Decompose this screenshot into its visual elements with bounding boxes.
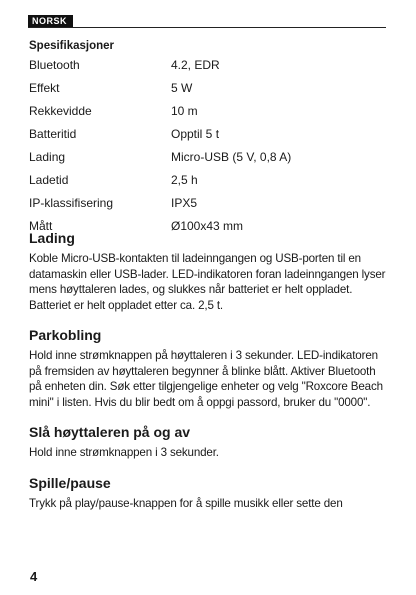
section-heading: Lading	[29, 230, 75, 246]
page-number: 4	[30, 569, 38, 584]
spec-label: Bluetooth	[29, 58, 80, 72]
spec-value: 5 W	[171, 81, 193, 95]
specifications-title: Spesifikasjoner	[29, 40, 115, 52]
spec-row	[29, 81, 389, 104]
play-pause-section	[29, 475, 389, 512]
power-section	[29, 424, 389, 461]
spec-value: 10 m	[171, 104, 198, 118]
spec-label: Lading	[29, 150, 66, 164]
spec-row	[29, 173, 389, 196]
spec-row	[29, 104, 389, 127]
section-body: Hold inne strømknappen på høyttaleren i 3 sekunder. LED-indikatoren på fremsiden av høyttaleren begynner å blinke blått. Aktiver Bluetooth på enheten din. Søk etter tilgjengelige enheter og velg "Roxcore Beach mini" i listen. Hvis du blir bedt om å oppgi passord, bruker du "0000".	[29, 349, 383, 409]
language-header	[28, 13, 386, 28]
spec-label: Batteritid	[29, 127, 77, 141]
spec-value: Micro-USB (5 V, 0,8 A)	[171, 150, 292, 164]
spec-value: IPX5	[171, 196, 198, 210]
specifications-section	[29, 40, 389, 242]
spec-row	[29, 127, 389, 150]
section-body: Hold inne strømknappen i 3 sekunder.	[29, 446, 219, 459]
spec-label: Mått	[29, 219, 53, 233]
section-heading: Spille/pause	[29, 474, 111, 491]
spec-value: 2,5 h	[171, 173, 198, 187]
spec-value: Ø100x43 mm	[171, 219, 244, 233]
language-tag: NORSK	[28, 15, 73, 27]
spec-label: Rekkevidde	[29, 104, 92, 118]
spec-row	[29, 58, 389, 81]
section-heading: Slå høyttaleren på og av	[29, 424, 191, 440]
spec-label: IP-klassifisering	[29, 196, 114, 210]
spec-row	[29, 219, 389, 242]
section-body: Koble Micro-USB-kontakten til ladeinngangen og USB-porten til en datamaskin eller USB-lader. LED-indikatoren foran ladeinngangen lyser mens høyttaleren lades, og slukkes når batteriet er helt oppladet. Batteriet er helt oppladet etter ca. 2,5 t.	[29, 252, 386, 312]
spec-value: 4.2, EDR	[171, 58, 220, 72]
spec-value: Opptil 5 t	[171, 127, 220, 141]
spec-row	[29, 196, 389, 219]
spec-label: Ladetid	[29, 173, 69, 187]
spec-label: Effekt	[29, 81, 60, 95]
section-body: Trykk på play/pause-knappen for å spille musikk eller sette den	[29, 496, 343, 510]
charging-section	[29, 230, 389, 313]
spec-row	[29, 150, 389, 173]
pairing-section	[29, 327, 389, 410]
manual-content	[29, 40, 389, 511]
section-heading: Parkobling	[29, 327, 102, 343]
